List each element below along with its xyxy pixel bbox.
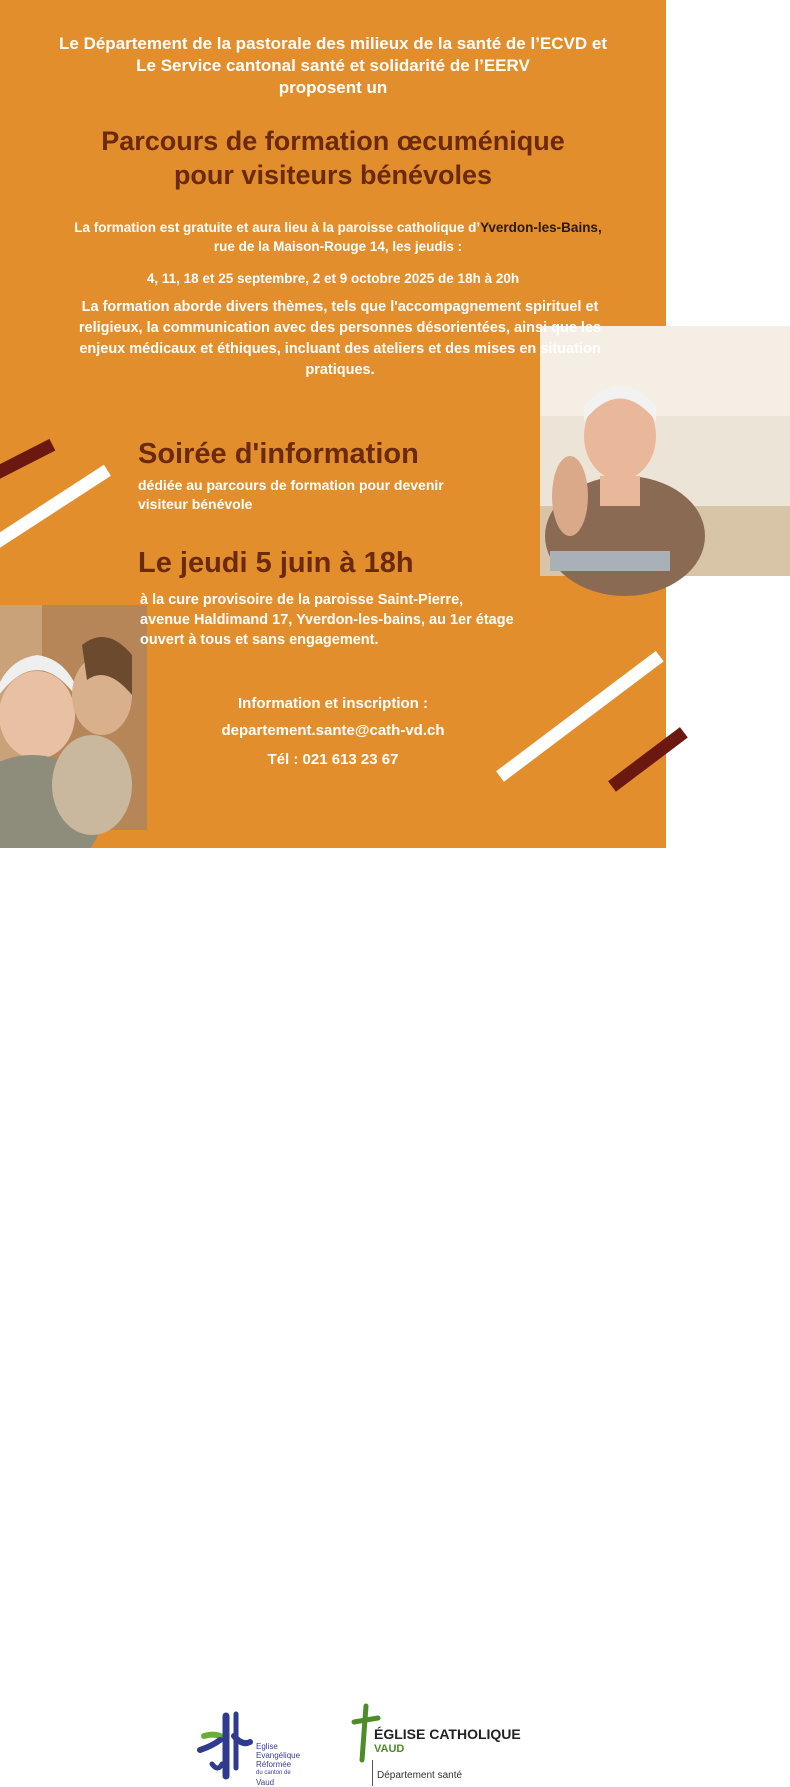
soiree-date: Le jeudi 5 juin à 18h bbox=[138, 547, 414, 579]
ecvd-title: ÉGLISE CATHOLIQUE bbox=[374, 1726, 521, 1742]
stripe-white-left bbox=[0, 465, 111, 552]
ecvd-department: Département santé bbox=[377, 1770, 463, 1781]
eerv-line-1: Eglise bbox=[256, 1742, 278, 1751]
eerv-logo bbox=[198, 1706, 328, 1787]
eerv-name bbox=[256, 1742, 326, 1787]
soiree-subtitle-line-2: visiteur bénévole bbox=[138, 496, 253, 512]
formation-details bbox=[20, 218, 656, 256]
title-line-2: pour visiteurs bénévoles bbox=[173, 160, 493, 190]
location-line-1: à la cure provisoire de la paroisse Saint-Pierre, bbox=[140, 592, 464, 608]
intro-line-1: Le Département de la pastorale des milieux de la santé de l’ECVD et bbox=[59, 34, 607, 53]
formation-line-1 bbox=[20, 218, 656, 237]
poster bbox=[0, 0, 666, 848]
eerv-line-5: Vaud bbox=[256, 1778, 275, 1787]
intro-line-3: proposent un bbox=[278, 78, 388, 97]
contact-heading: Information et inscription : bbox=[238, 695, 428, 712]
ecvd-divider bbox=[372, 1760, 373, 1786]
soiree-subtitle-line-1: dédiée au parcours de formation pour devenir bbox=[138, 477, 444, 493]
soiree-location bbox=[140, 590, 580, 650]
intro-line-2: Le Service cantonal santé et solidarité de l’EERV bbox=[136, 56, 530, 75]
location-line-3: ouvert à tous et sans engagement. bbox=[140, 632, 379, 648]
eerv-line-3: Réformée bbox=[256, 1760, 292, 1769]
formation-dates: 4, 11, 18 et 25 septembre, 2 et 9 octobre 2025 de 18h à 20h bbox=[146, 271, 520, 286]
soiree-subtitle bbox=[138, 476, 538, 514]
contact-phone[interactable]: Tél : 021 613 23 67 bbox=[267, 751, 399, 768]
location-line-2: avenue Haldimand 17, Yverdon-les-bains, au 1er étage bbox=[140, 612, 514, 628]
stripe-dark-left bbox=[0, 439, 55, 482]
contact-email[interactable]: departement.sante@cath-vd.ch bbox=[221, 722, 445, 739]
eerv-line-2: Evangélique bbox=[256, 1751, 301, 1760]
ecvd-vaud: VAUD bbox=[374, 1743, 405, 1755]
footer bbox=[0, 848, 666, 1787]
soiree-title: Soirée d'information bbox=[138, 438, 419, 470]
elderly-woman-photo bbox=[0, 605, 147, 830]
formation-line-1-prefix: La formation est gratuite et aura lieu à la paroisse catholique d’ bbox=[74, 220, 481, 235]
formation-line-2: rue de la Maison-Rouge 14, les jeudis : bbox=[213, 239, 463, 254]
formation-themes: La formation aborde divers thèmes, tels que l'accompagnement spirituel et religieux, la communication avec des personnes désorientées, ainsi que les enjeux médicaux et éthiques, incluant des ateliers et des mises en situation pratiques. bbox=[78, 299, 602, 378]
eerv-cross-icon bbox=[198, 1706, 254, 1782]
eerv-line-4: du canton de bbox=[256, 1770, 291, 1776]
ecvd-logo bbox=[352, 1700, 532, 1786]
intro bbox=[0, 33, 666, 99]
title-line-1: Parcours de formation œcuménique bbox=[101, 126, 565, 156]
formation-city: Yverdon-les-Bains, bbox=[480, 220, 602, 235]
page-title bbox=[0, 124, 666, 192]
